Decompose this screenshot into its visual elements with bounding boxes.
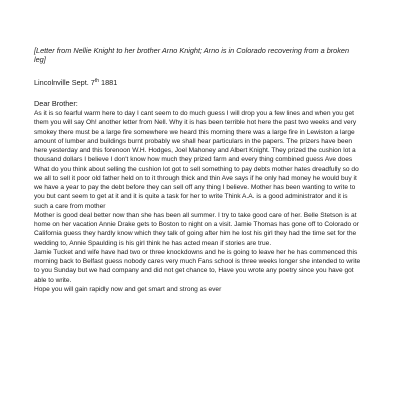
letter-body: [34, 109, 362, 294]
paragraph: Mother is good deal better now than she has been all summer. I try to take good care of her. Belle Stetson is at home on her vacation Annie Drake gets to Boston to night on a visit. Jamie Thomas has gone off to Colorado or California guess they hardly know which they talk of going after him he lost his girl they had the time set for the wedding to, Annie Spaulding is his girl think he has acted mean if stories are true.: [34, 211, 359, 247]
paragraph: Hope you will gain rapidly now and get smart and strong as ever: [34, 285, 222, 293]
place-date: [34, 78, 362, 87]
date-year: 1881: [99, 78, 118, 87]
salutation: Dear Brother:: [34, 99, 78, 108]
paragraph: As it is so fearful warm here to day I cant seem to do much guess I will drop you a few lines and when you get them you will say Oh! another letter from Nell. Why it is has been terrible hot here the past two weeks and very smokey there must be a large fire somewhere we heard this morning there was a large fire in Lewiston a large amount of lumber and buildings burnt probably we shall hear particulars in the papers. The prizers have been here yesterday and this forenoon W.H. Hodges, Joel Mahoney and Albert Knight. They prized the cushion lot a thousand dollars I believe I don't know how much they prized farm and every thing combined guess Ave does: [34, 110, 357, 164]
date-suffix: th: [94, 78, 100, 84]
place-date-text: Lincolnville Sept. 7: [34, 78, 95, 87]
paragraph: What do you think about selling the cushion lot got to sell something to pay debts mother hates dreadfully so do we all to sell it poor old father held on to it through thick and thin Ave says if he only had money he would buy it we have a year to pay the debt before they can sell off any thing I believe. Mother has been wanting to write to you but cant seem to get at it and it is quite a task for her to write Think A.A. is a good administrator and it is such a care from mother: [34, 165, 359, 210]
editorial-note: [Letter from Nellie Knight to her brother Arno Knight; Arno is in Colorado recovering from a broken leg]: [34, 46, 350, 64]
paragraph: Jamie Tucket and wife have had two or three knockdowns and he is going to leave her he has commenced this morning back to Belfast guess nobody cares very much Fans school is three weeks longer she intended to write to you Sunday but we had company and did not get chance to, Have you wrote any poetry since you have got able to write.: [34, 248, 361, 284]
